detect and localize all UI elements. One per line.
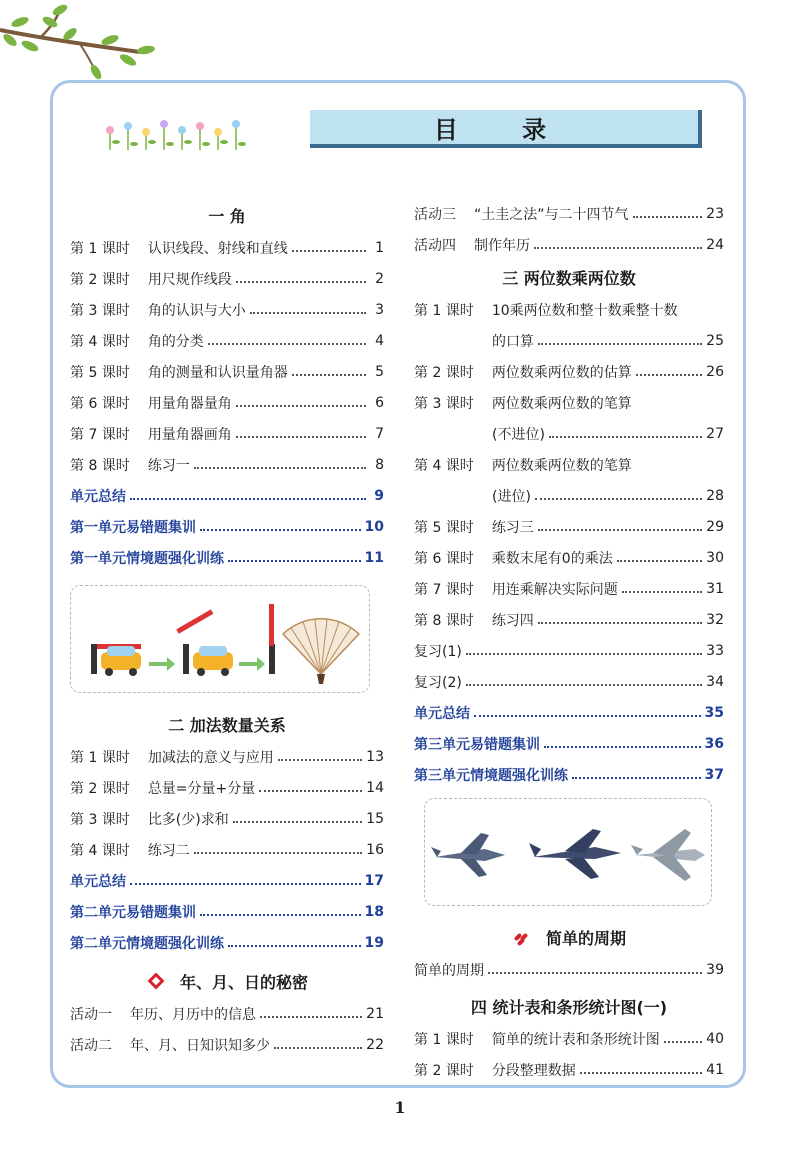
dot-leader (534, 247, 702, 249)
entry-title: 第三单元易错题集训 (414, 736, 540, 753)
page-ref: 19 (364, 934, 384, 951)
activity-label: 活动二 (70, 1037, 112, 1054)
activity-label: 活动三 (414, 206, 456, 223)
dot-leader (200, 914, 361, 916)
dot-leader (466, 684, 702, 686)
page-ref: 18 (364, 903, 384, 920)
entry-title: 单元总结 (414, 705, 470, 722)
lesson-label: 第 2 课时 (70, 271, 130, 288)
page-ref: 16 (366, 841, 384, 858)
lesson-label: 第 1 课时 (70, 749, 130, 766)
page-ref: 23 (706, 205, 724, 222)
dot-leader (538, 622, 702, 624)
dot-leader (260, 1016, 362, 1018)
lesson-title: 用连乘解决实际问题 (491, 581, 618, 598)
entry-title: 第三单元情境题强化训练 (414, 767, 568, 784)
entry-title: 单元总结 (70, 873, 126, 890)
lesson-title: 角的分类 (147, 333, 204, 350)
dot-leader (466, 653, 702, 655)
lesson-label: 第 2 课时 (414, 1062, 474, 1079)
toc-entry[interactable] (70, 741, 384, 772)
page-ref: 22 (366, 1036, 384, 1053)
page-number: 1 (394, 1098, 406, 1117)
toc-entry[interactable] (414, 542, 724, 573)
lesson-label: 第 5 课时 (70, 364, 130, 381)
dot-leader (622, 591, 702, 593)
dot-leader (278, 759, 362, 761)
lesson-title: 角的测量和认识量角器 (147, 364, 288, 381)
toc-entry[interactable] (414, 1023, 724, 1054)
lesson-label: 第 7 课时 (70, 426, 130, 443)
jet-1 (431, 833, 505, 877)
dot-leader (236, 405, 366, 407)
unit-heading-2: 二 加法数量关系 (168, 715, 286, 735)
toc-entry-continued[interactable] (414, 325, 724, 356)
page-ref: 1 (375, 239, 384, 256)
entry-title: 单元总结 (70, 488, 126, 505)
illustration-angles (70, 585, 370, 693)
dot-leader (633, 216, 703, 218)
toc-entry-summary[interactable] (414, 697, 724, 728)
page-ref: 5 (375, 363, 384, 380)
activity-title: “土圭之法”与二十四节气 (474, 206, 629, 223)
toc-entry[interactable] (414, 198, 724, 229)
lesson-title-cont: (不进位) (492, 426, 545, 443)
lesson-title: 10乘两位数和整十数乘整十数 (491, 302, 678, 319)
page-ref: 30 (706, 549, 724, 566)
page-ref: 25 (706, 332, 724, 349)
lesson-title: 简单的统计表和条形统计图 (491, 1031, 660, 1048)
dot-leader (636, 374, 702, 376)
lesson-title: 总量=分量+分量 (147, 780, 256, 797)
lesson-title: 练习一 (147, 457, 190, 474)
entry-title: 复习(2) (414, 674, 462, 691)
entry-title: 第二单元情境题强化训练 (70, 935, 224, 952)
toc-entry-review[interactable] (414, 666, 724, 697)
entry-title: 第一单元情境题强化训练 (70, 550, 224, 567)
lesson-title: 两位数乘两位数的估算 (491, 364, 632, 381)
flowers-decoration (102, 118, 252, 154)
lesson-label: 第 4 课时 (414, 457, 474, 474)
lesson-label: 第 6 课时 (414, 550, 474, 567)
dot-leader (274, 1047, 362, 1049)
unit-heading-4: 四 统计表和条形统计图(一) (470, 997, 668, 1017)
toc-entry[interactable] (70, 834, 384, 865)
lesson-title: 练习四 (491, 612, 534, 629)
jet-2 (529, 829, 621, 879)
dot-leader (549, 436, 702, 438)
dot-leader (544, 746, 701, 748)
activity-title: 年、月、日知识知多少 (130, 1037, 270, 1054)
dot-leader (194, 467, 366, 469)
lesson-title: 加减法的意义与应用 (147, 749, 274, 766)
lesson-title: 分段整理数据 (491, 1062, 576, 1079)
toc-entry-summary[interactable] (414, 759, 724, 790)
activity-title: 年历、月历中的信息 (130, 1006, 256, 1023)
activity-heading-text: 简单的周期 (545, 928, 626, 948)
lesson-title: 比多(少)求和 (147, 811, 229, 828)
lesson-title: 两位数乘两位数的笔算 (491, 395, 632, 412)
toc-entry-continued[interactable] (414, 418, 724, 449)
toc-entry[interactable] (414, 294, 724, 325)
toc-entry[interactable] (70, 1029, 384, 1060)
toc-entry-review[interactable] (414, 635, 724, 666)
page-ref: 9 (374, 487, 384, 504)
toc-entry-summary[interactable] (414, 728, 724, 759)
activity-heading-text: 年、月、日的秘密 (179, 972, 308, 992)
toc-entry[interactable] (70, 263, 384, 294)
toc-entry-summary[interactable] (70, 480, 384, 511)
toc-entry[interactable] (70, 418, 384, 449)
toc-entry[interactable] (70, 998, 384, 1029)
page-ref: 7 (375, 425, 384, 442)
toc-entry[interactable] (70, 325, 384, 356)
toc-entry[interactable] (414, 229, 724, 260)
dot-leader (228, 945, 361, 947)
page-ref: 11 (364, 549, 384, 566)
page-ref: 2 (375, 270, 384, 287)
toc-entry-continued[interactable] (414, 480, 724, 511)
lesson-label: 第 1 课时 (414, 302, 474, 319)
toc-entry[interactable] (414, 1054, 724, 1085)
activity-title: 制作年历 (474, 237, 530, 254)
activity-heading (70, 964, 384, 998)
dot-leader (535, 498, 702, 500)
lesson-label: 第 4 课时 (70, 333, 130, 350)
toc-entry-summary[interactable] (70, 865, 384, 896)
lesson-title: 练习二 (147, 842, 190, 859)
lesson-label: 第 2 课时 (70, 780, 130, 797)
toc-entry[interactable] (414, 511, 724, 542)
lesson-label: 第 7 课时 (414, 581, 474, 598)
toc-entry-summary[interactable] (70, 511, 384, 542)
unit-heading-1: 一 角 (208, 206, 246, 226)
jet-3 (631, 829, 705, 881)
dot-leader (194, 852, 362, 854)
toc-entry[interactable] (414, 449, 724, 480)
page-ref: 37 (704, 766, 724, 783)
toc-entry[interactable] (414, 954, 724, 985)
page-ref: 31 (706, 580, 724, 597)
page-ref: 3 (375, 301, 384, 318)
dot-leader (228, 560, 361, 562)
lesson-title: 练习三 (491, 519, 534, 536)
lesson-label: 第 8 课时 (414, 612, 474, 629)
toc-entry[interactable] (414, 387, 724, 418)
page-ref: 10 (364, 518, 384, 535)
dot-leader (572, 777, 701, 779)
toc-entry[interactable] (70, 772, 384, 803)
page-ref: 27 (706, 425, 724, 442)
toc-entry[interactable] (70, 387, 384, 418)
entry-title: 简单的周期 (414, 962, 484, 979)
dot-leader (580, 1072, 702, 1074)
lesson-label: 第 3 课时 (70, 302, 130, 319)
activity-label: 活动四 (414, 237, 456, 254)
page-ref: 4 (375, 332, 384, 349)
toc-entry[interactable] (414, 573, 724, 604)
toc-left-column (70, 198, 384, 1060)
toc-right-column (414, 198, 724, 1085)
lesson-label: 第 4 课时 (70, 842, 130, 859)
lesson-title: 用量角器量角 (147, 395, 232, 412)
dot-leader (130, 498, 366, 500)
page-title: 目 录 (310, 110, 702, 148)
swirl-badge-icon (512, 927, 532, 947)
page-ref: 6 (375, 394, 384, 411)
lesson-title: 角的认识与大小 (147, 302, 246, 319)
page-ref: 39 (706, 961, 724, 978)
dot-leader (617, 560, 702, 562)
toc-entry-summary[interactable] (70, 927, 384, 958)
unit-heading-3: 三 两位数乘两位数 (502, 268, 636, 288)
lesson-title-cont: (进位) (492, 488, 531, 505)
page-ref: 28 (706, 487, 724, 504)
toc-entry[interactable] (70, 294, 384, 325)
dot-leader (233, 821, 362, 823)
page-ref: 33 (706, 642, 724, 659)
dot-leader (208, 343, 366, 345)
dot-leader (538, 529, 702, 531)
page-ref: 34 (706, 673, 724, 690)
lesson-label: 第 5 课时 (414, 519, 474, 536)
dot-leader (259, 790, 362, 792)
toc-entry[interactable] (414, 604, 724, 635)
page-ref: 35 (704, 704, 724, 721)
toc-entry[interactable] (414, 356, 724, 387)
page-ref: 40 (706, 1030, 724, 1047)
lesson-title: 用量角器画角 (147, 426, 232, 443)
lesson-label: 第 8 课时 (70, 457, 130, 474)
activity-label: 活动一 (70, 1006, 112, 1023)
lesson-label: 第 1 课时 (70, 240, 130, 257)
toc-entry-summary[interactable] (70, 542, 384, 573)
toc-entry[interactable] (70, 803, 384, 834)
entry-title: 第一单元易错题集训 (70, 519, 196, 536)
illustration-jets (424, 798, 712, 906)
dot-leader (474, 715, 701, 717)
dot-leader (538, 343, 702, 345)
diamond-badge-icon (146, 971, 166, 991)
page-ref: 14 (366, 779, 384, 796)
page-ref: 15 (366, 810, 384, 827)
lesson-title: 两位数乘两位数的笔算 (491, 457, 632, 474)
entry-title: 复习(1) (414, 643, 462, 660)
dot-leader (236, 436, 366, 438)
page-ref: 13 (366, 748, 384, 765)
toc-entry-summary[interactable] (70, 896, 384, 927)
lesson-title: 用尺规作线段 (147, 271, 232, 288)
toc-entry[interactable] (70, 356, 384, 387)
lesson-label: 第 3 课时 (70, 811, 130, 828)
page-ref: 29 (706, 518, 724, 535)
lesson-label: 第 1 课时 (414, 1031, 474, 1048)
lesson-label: 第 6 课时 (70, 395, 130, 412)
activity-heading (414, 920, 724, 954)
entry-title: 第二单元易错题集训 (70, 904, 196, 921)
dot-leader (250, 312, 366, 314)
page-ref: 8 (375, 456, 384, 473)
dot-leader (292, 374, 366, 376)
jets-illustration (425, 799, 713, 907)
page-ref: 26 (706, 363, 724, 380)
dot-leader (488, 972, 702, 974)
dot-leader (664, 1041, 702, 1043)
page-ref: 32 (706, 611, 724, 628)
lesson-label: 第 3 课时 (414, 395, 474, 412)
page-ref: 41 (706, 1061, 724, 1078)
page-ref: 21 (366, 1005, 384, 1022)
branch-decoration (0, 0, 160, 80)
lesson-title: 认识线段、射线和直线 (147, 240, 288, 257)
toc-entry[interactable] (70, 232, 384, 263)
lesson-label: 第 2 课时 (414, 364, 474, 381)
dot-leader (236, 281, 366, 283)
dot-leader (200, 529, 361, 531)
page-ref: 17 (364, 872, 384, 889)
barrier-fan-illustration (71, 586, 371, 694)
page-ref: 36 (704, 735, 724, 752)
lesson-title: 乘数末尾有0的乘法 (491, 550, 613, 567)
lesson-title-cont: 的口算 (492, 333, 534, 350)
dot-leader (130, 883, 361, 885)
dot-leader (292, 250, 366, 252)
page-ref: 24 (706, 236, 724, 253)
toc-entry[interactable] (70, 449, 384, 480)
